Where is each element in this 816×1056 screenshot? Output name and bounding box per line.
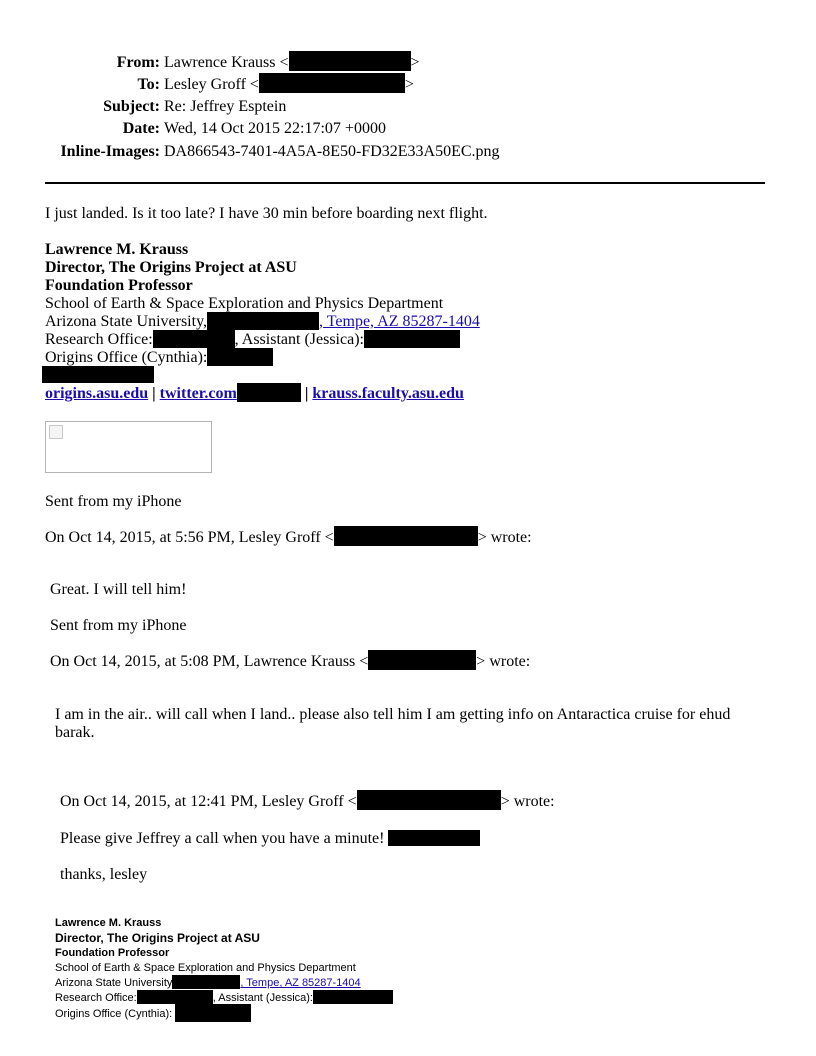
quote-header: On Oct 14, 2015, at 12:41 PM, Lesley Groff < > wrote: bbox=[60, 793, 555, 811]
address-link[interactable]: , Tempe, AZ 85287-1404 bbox=[240, 977, 361, 989]
redaction-box bbox=[137, 990, 213, 1004]
redaction-box bbox=[368, 650, 476, 670]
redaction-box bbox=[237, 383, 301, 402]
redaction-box bbox=[289, 51, 411, 71]
twitter-link[interactable]: twitter.com bbox=[159, 385, 237, 402]
redaction-box bbox=[313, 990, 393, 1004]
from-label: From: bbox=[116, 54, 160, 71]
redaction-box bbox=[175, 1004, 251, 1022]
signature-title: Director, The Origins Project at ASU bbox=[55, 931, 260, 945]
signature-role: Foundation Professor bbox=[55, 947, 170, 959]
redaction-box bbox=[259, 73, 405, 93]
signature-block-small bbox=[55, 916, 393, 1022]
subject-label: Subject: bbox=[103, 98, 160, 115]
redaction-box bbox=[42, 366, 154, 383]
broken-image-placeholder bbox=[45, 421, 212, 473]
quote-header: On Oct 14, 2015, at 5:08 PM, Lawrence Krauss < > wrote: bbox=[50, 653, 530, 671]
signature-address: Arizona State University, , Tempe, AZ 85287-1404 bbox=[45, 313, 480, 330]
quote-header: On Oct 14, 2015, at 5:56 PM, Lesley Groff < > wrote: bbox=[45, 529, 532, 547]
subject-value: Re: Jeffrey Esptein bbox=[164, 98, 287, 115]
address-link[interactable]: , Tempe, AZ 85287-1404 bbox=[319, 313, 480, 330]
origins-link[interactable]: origins.asu.edu bbox=[45, 385, 149, 402]
signature-name: Lawrence M. Krauss bbox=[45, 241, 189, 258]
signature-research-office: Research Office: , Assistant (Jessica): bbox=[45, 331, 480, 349]
header-divider bbox=[45, 182, 765, 184]
quote-text: Please give Jeffrey a call when you have a minute! bbox=[60, 830, 480, 848]
signature-dept: School of Earth & Space Exploration and Physics Department bbox=[45, 295, 444, 312]
signature-origins-office: Origins Office (Cynthia): bbox=[55, 1006, 393, 1022]
inline-images-value: DA866543-7401-4A5A-8E50-FD32E33A50EC.png bbox=[164, 143, 500, 160]
redaction-box bbox=[172, 975, 240, 989]
date-label: Date: bbox=[122, 120, 160, 137]
quote-text: thanks, lesley bbox=[60, 866, 148, 883]
redaction-box bbox=[153, 330, 235, 348]
broken-image-icon bbox=[49, 425, 63, 439]
redaction-box bbox=[334, 526, 478, 546]
signature-role: Foundation Professor bbox=[45, 277, 193, 294]
redaction-box bbox=[207, 312, 319, 330]
quote-text: barak. bbox=[55, 724, 95, 741]
signature-research-office: Research Office: , Assistant (Jessica): bbox=[55, 991, 393, 1006]
redaction-box bbox=[207, 348, 273, 366]
body-text: I just landed. Is it too late? I have 30 min before boarding next flight. bbox=[45, 205, 488, 222]
sent-from-iphone: Sent from my iPhone bbox=[45, 493, 182, 510]
signature-address: Arizona State University , Tempe, AZ 85287-1404 bbox=[55, 977, 361, 989]
redaction-box bbox=[357, 790, 501, 810]
sent-from-iphone: Sent from my iPhone bbox=[50, 617, 187, 634]
date-value: Wed, 14 Oct 2015 22:17:07 +0000 bbox=[164, 120, 386, 137]
signature-links: origins.asu.edu | twitter.com | krauss.faculty.asu.edu bbox=[45, 385, 464, 402]
to-value: Lesley Groff < > bbox=[164, 76, 414, 94]
quote-text: Great. I will tell him! bbox=[50, 581, 187, 598]
redaction-box bbox=[388, 830, 480, 846]
signature-origins-office: Origins Office (Cynthia): bbox=[45, 349, 480, 367]
signature-dept: School of Earth & Space Exploration and Physics Department bbox=[55, 962, 356, 974]
inline-images-label: Inline-Images: bbox=[60, 143, 160, 160]
krauss-faculty-link[interactable]: krauss.faculty.asu.edu bbox=[312, 385, 464, 402]
quote-text: I am in the air.. will call when I land.. please also tell him I am getting info on Antaractica cruise for ehud bbox=[55, 706, 731, 723]
from-value: Lawrence Krauss < > bbox=[164, 54, 420, 72]
signature-title: Director, The Origins Project at ASU bbox=[45, 259, 297, 276]
redaction-box bbox=[364, 330, 460, 348]
signature-name: Lawrence M. Krauss bbox=[55, 917, 162, 929]
signature-block bbox=[45, 241, 480, 367]
to-label: To: bbox=[137, 76, 160, 93]
